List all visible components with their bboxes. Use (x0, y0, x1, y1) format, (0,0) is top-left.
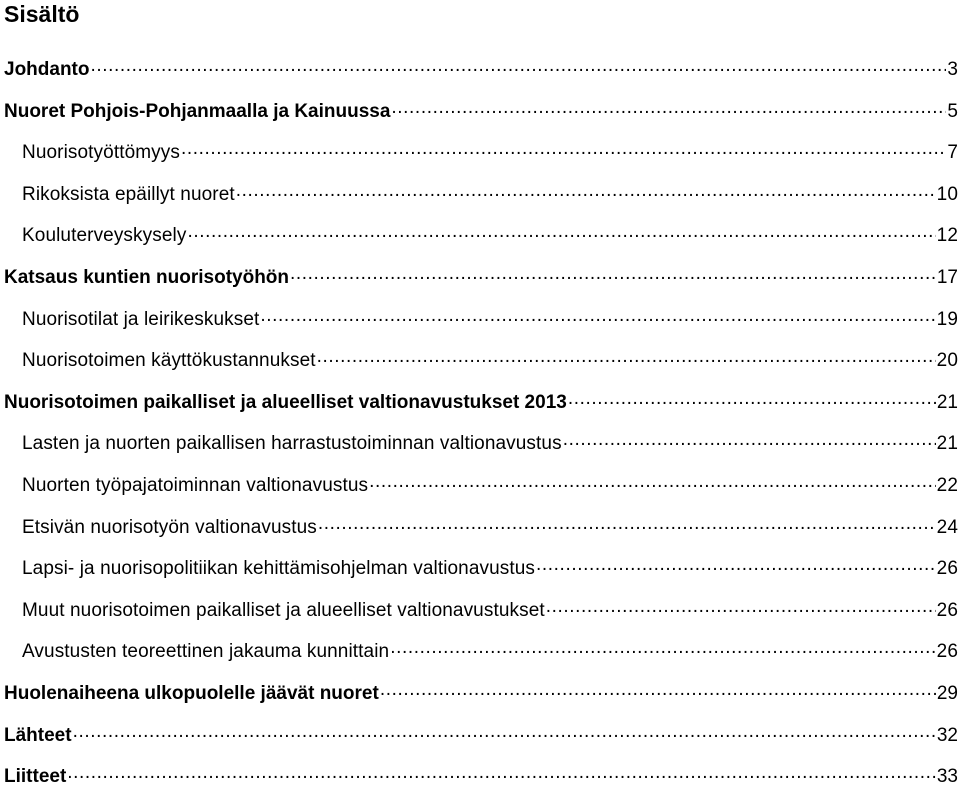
toc-heading: Sisältö (4, 1, 80, 27)
toc-entry-title: Nuoret Pohjois-Pohjanmaalla ja Kainuussa (4, 100, 391, 122)
toc-dot-leader (563, 430, 936, 449)
toc-dot-leader (260, 306, 935, 325)
toc-dot-leader (568, 389, 936, 408)
toc-dot-leader (91, 56, 947, 75)
toc-entry-katsaus-kuntien[interactable] (0, 257, 960, 299)
toc-entry-title: Huolenaiheena ulkopuolelle jäävät nuoret (4, 682, 379, 704)
toc-entry-title: Nuorisotoimen paikalliset ja alueelliset valtionavustukset 2013 (4, 391, 567, 413)
toc-entry-harrastustoiminta[interactable] (0, 423, 960, 465)
toc-dot-leader (290, 264, 936, 283)
toc-dot-leader (546, 597, 936, 616)
toc-page-number: 21 (936, 433, 958, 455)
toc-entry-title: Lapsi- ja nuorisopolitiikan kehittämisohjelman valtionavustus (22, 558, 536, 580)
toc-entry-title: Katsaus kuntien nuorisotyöhön (4, 266, 290, 288)
toc-dot-leader (181, 139, 946, 158)
toc-page-number: 21 (936, 391, 958, 413)
toc-dot-leader (236, 181, 936, 200)
toc-entry-title: Avustusten teoreettinen jakauma kunnittain (22, 641, 390, 663)
toc-page-number: 29 (936, 682, 958, 704)
toc-entry-etsiva-nuorisotyo[interactable] (0, 507, 960, 549)
toc-page-number: 32 (936, 724, 958, 746)
toc-entry-liitteet[interactable] (0, 756, 960, 798)
toc-dot-leader (187, 222, 935, 241)
toc-entry-title: Rikoksista epäillyt nuoret (22, 183, 235, 205)
toc-dot-leader (391, 98, 946, 117)
toc-page-number: 12 (936, 225, 958, 247)
toc-page-number: 20 (936, 350, 958, 372)
toc-dot-leader (369, 472, 936, 491)
toc-entry-title: Muut nuorisotoimen paikalliset ja alueelliset valtionavustukset (22, 599, 545, 621)
toc-page-number: 7 (947, 142, 958, 164)
toc-entry-kayttokustannukset[interactable] (0, 340, 960, 382)
toc-page-number: 26 (936, 641, 958, 663)
toc-entry-title: Lasten ja nuorten paikallisen harrastustoiminnan valtionavustus (22, 433, 562, 455)
toc-entry-nuorisotilat[interactable] (0, 299, 960, 341)
toc-entry-title: Kouluterveyskysely (22, 225, 187, 247)
toc-entry-kehittamisohjelma[interactable] (0, 548, 960, 590)
toc-page-number: 26 (936, 558, 958, 580)
toc-page-number: 3 (947, 59, 958, 80)
toc-entry-tyopajatoiminta[interactable] (0, 465, 960, 507)
toc-entry-nuoret-pohjois-pohjanmaalla[interactable] (0, 91, 960, 133)
toc-page-number: 33 (936, 766, 958, 788)
toc-entry-valtionavustukset-2013[interactable] (0, 382, 960, 424)
toc-dot-leader (67, 763, 936, 782)
toc-dot-leader (380, 680, 936, 699)
toc-dot-leader (390, 638, 935, 657)
toc-page-number: 24 (936, 516, 958, 538)
toc-entry-muut-valtionavustukset[interactable] (0, 590, 960, 632)
toc-entry-teoreettinen-jakauma[interactable] (0, 631, 960, 673)
toc-entry-title: Johdanto (4, 59, 90, 80)
toc-page-number: 26 (936, 599, 958, 621)
toc-entry-lahteet[interactable] (0, 715, 960, 757)
toc-list (0, 49, 960, 798)
toc-entry-title: Liitteet (4, 766, 67, 788)
toc-page-number: 10 (936, 183, 958, 205)
toc-entry-kouluterveyskysely[interactable] (0, 215, 960, 257)
toc-entry-johdanto[interactable] (0, 49, 960, 91)
toc-dot-leader (318, 514, 936, 533)
toc-dot-leader (317, 347, 936, 366)
toc-entry-title: Lähteet (4, 724, 72, 746)
toc-dot-leader (536, 555, 936, 574)
toc-entry-nuorisotyottomyys[interactable] (0, 132, 960, 174)
toc-page-number: 19 (936, 308, 958, 330)
toc-page-number: 17 (936, 266, 958, 288)
toc-entry-title: Nuorisotilat ja leirikeskukset (22, 308, 260, 330)
toc-entry-title: Nuorten työpajatoiminnan valtionavustus (22, 474, 369, 496)
toc-entry-rikoksista-epaillyt[interactable] (0, 174, 960, 216)
toc-entry-huolenaiheena[interactable] (0, 673, 960, 715)
toc-dot-leader (73, 722, 936, 741)
toc-entry-title: Nuorisotyöttömyys (22, 142, 180, 164)
toc-page-number: 22 (936, 474, 958, 496)
toc-entry-title: Etsivän nuorisotyön valtionavustus (22, 516, 317, 538)
toc-entry-title: Nuorisotoimen käyttökustannukset (22, 350, 316, 372)
toc-page-number: 5 (947, 100, 958, 122)
